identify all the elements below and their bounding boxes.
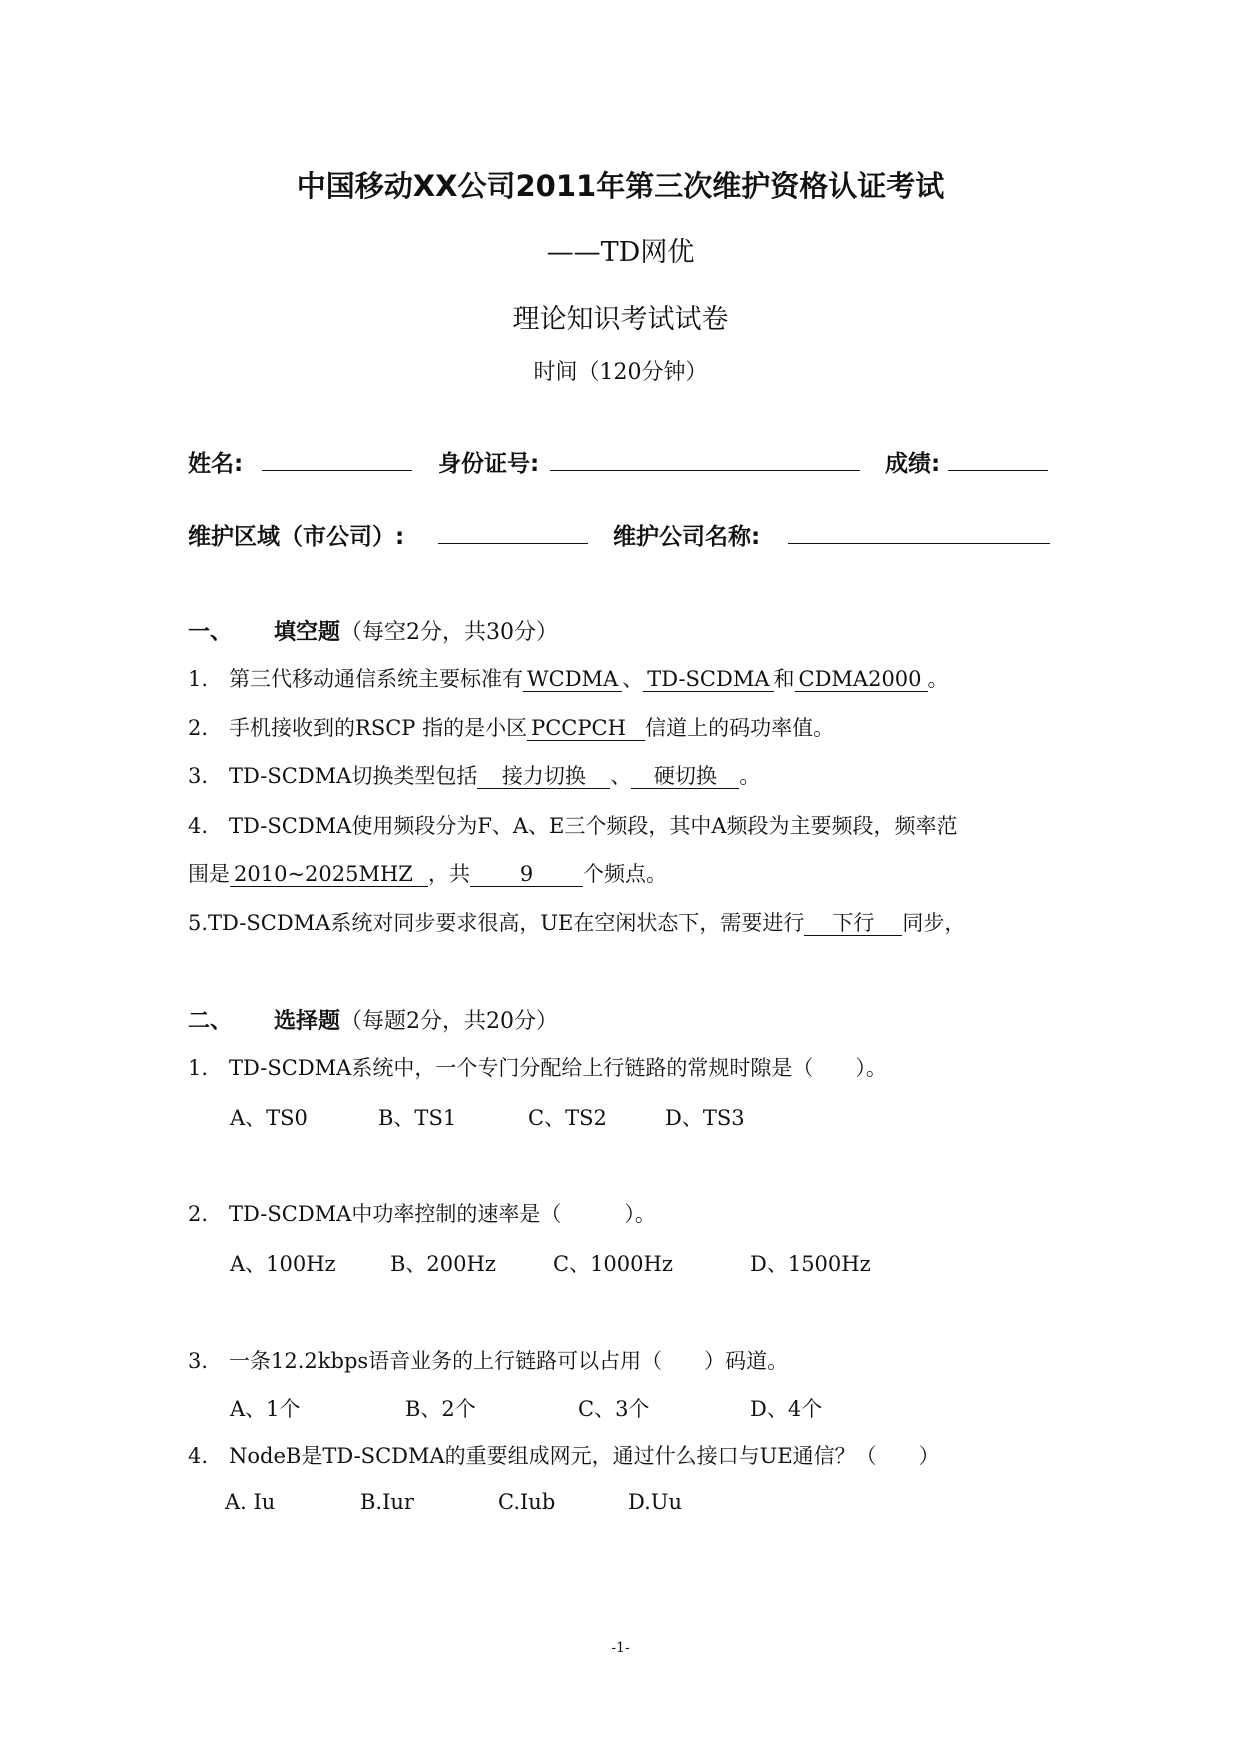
exam-time: 时间（120分钟） (533, 360, 708, 385)
section2-name: 选择题 (274, 1009, 341, 1034)
choice-option[interactable]: A、TS0 (230, 1106, 308, 1130)
page-number: -1- (611, 1640, 630, 1656)
section1-number: 一、 (188, 620, 233, 645)
choice-question-4: 4. NodeB是TD-SCDMA的重要组成网元，通过什么接口与UE通信？（ ） (188, 1444, 940, 1468)
score-field[interactable] (948, 470, 1048, 471)
company-label: 维护公司名称: (613, 524, 761, 550)
region-label: 维护区域（市公司）: (188, 524, 405, 550)
choice-question-2: 2. TD-SCDMA中功率控制的速率是（ ）。 (188, 1202, 656, 1226)
answer-blank: 硬切换 (631, 764, 739, 789)
id-label: 身份证号: (438, 451, 540, 477)
section1-note: （每空2分，共30分） (340, 620, 559, 645)
question-text: 1. 第三代移动通信系统主要标准有 (188, 667, 524, 691)
question-end: 。 (739, 764, 761, 788)
region-field[interactable] (438, 543, 588, 544)
choice-option[interactable]: A、100Hz (230, 1252, 336, 1276)
choice-option[interactable]: B.Iur (360, 1490, 414, 1514)
choice-option[interactable]: C.Iub (498, 1490, 556, 1514)
choice-option[interactable]: B、2个 (405, 1397, 476, 1421)
fill-question-5 (188, 907, 965, 937)
question-text: 3. TD-SCDMA切换类型包括 (188, 764, 478, 788)
question-end: 个频点。 (583, 862, 667, 886)
exam-subtitle: ——TD网优 (546, 237, 695, 268)
choice-option[interactable]: C、1000Hz (553, 1252, 673, 1276)
question-text: 围是 (188, 862, 230, 886)
choice-option[interactable]: B、TS1 (378, 1106, 457, 1130)
separator: 、 (610, 764, 632, 788)
answer-blank: CDMA2000 (795, 667, 928, 692)
section1-name: 填空题 (274, 620, 341, 645)
choice-option[interactable]: D、1500Hz (750, 1252, 871, 1276)
answer-blank: 下行 (804, 911, 902, 936)
question-end: 信道上的码功率值。 (645, 716, 835, 740)
choice-option[interactable]: D、TS3 (665, 1106, 745, 1130)
choice-option[interactable]: C、TS2 (528, 1106, 607, 1130)
choice-option[interactable]: A、1个 (230, 1397, 301, 1421)
section1-heading (188, 615, 558, 646)
choice-option[interactable]: B、200Hz (390, 1252, 496, 1276)
choice-question-1: 1. TD-SCDMA系统中，一个专门分配给上行链路的常规时隙是（ ）。 (188, 1056, 887, 1080)
separator: 、 (622, 667, 644, 691)
question-text: 5.TD-SCDMA系统对同步要求很高，UE在空闲状态下，需要进行 (188, 911, 805, 935)
answer-blank: 2010~2025MHZ (230, 862, 428, 887)
exam-title: 中国移动XX公司2011年第三次维护资格认证考试 (296, 169, 945, 203)
company-field[interactable] (788, 543, 1050, 544)
choice-option[interactable]: C、3个 (578, 1397, 650, 1421)
choice-option[interactable]: D.Uu (628, 1490, 682, 1514)
id-number-field[interactable] (550, 470, 860, 471)
section2-note: （每题2分，共20分） (340, 1009, 559, 1034)
separator: ，共 (428, 862, 470, 886)
question-text: 2. 手机接收到的RSCP 指的是小区 (188, 716, 528, 740)
score-label: 成绩: (885, 451, 941, 477)
section2-heading (188, 1004, 558, 1035)
question-end: 同步， (902, 911, 966, 935)
answer-blank: 接力切换 (477, 764, 610, 789)
choice-option[interactable]: A. Iu (225, 1490, 276, 1514)
choice-option[interactable]: D、4个 (750, 1397, 823, 1421)
answer-blank: TD-SCDMA (643, 667, 773, 692)
section2-number: 二、 (188, 1009, 233, 1034)
fill-question-3 (188, 760, 760, 790)
paper-name: 理论知识考试试卷 (512, 304, 729, 335)
fill-question-2 (188, 712, 834, 742)
fill-question-1 (188, 663, 949, 693)
fill-question-4: 4. TD-SCDMA使用频段分为F、A、E三个频段，其中A频段为主要频段，频率范 (188, 814, 958, 838)
name-field[interactable] (262, 470, 412, 471)
choice-question-3: 3. 一条12.2kbps语音业务的上行链路可以占用（ ）码道。 (188, 1349, 789, 1373)
question-end: 。 (927, 667, 949, 691)
fill-question-4-cont (188, 858, 667, 888)
separator: 和 (773, 667, 795, 691)
answer-blank: 9 (470, 862, 583, 887)
answer-blank: WCDMA (523, 667, 622, 692)
name-label: 姓名: (188, 451, 244, 477)
answer-blank: PCCPCH (527, 716, 645, 741)
